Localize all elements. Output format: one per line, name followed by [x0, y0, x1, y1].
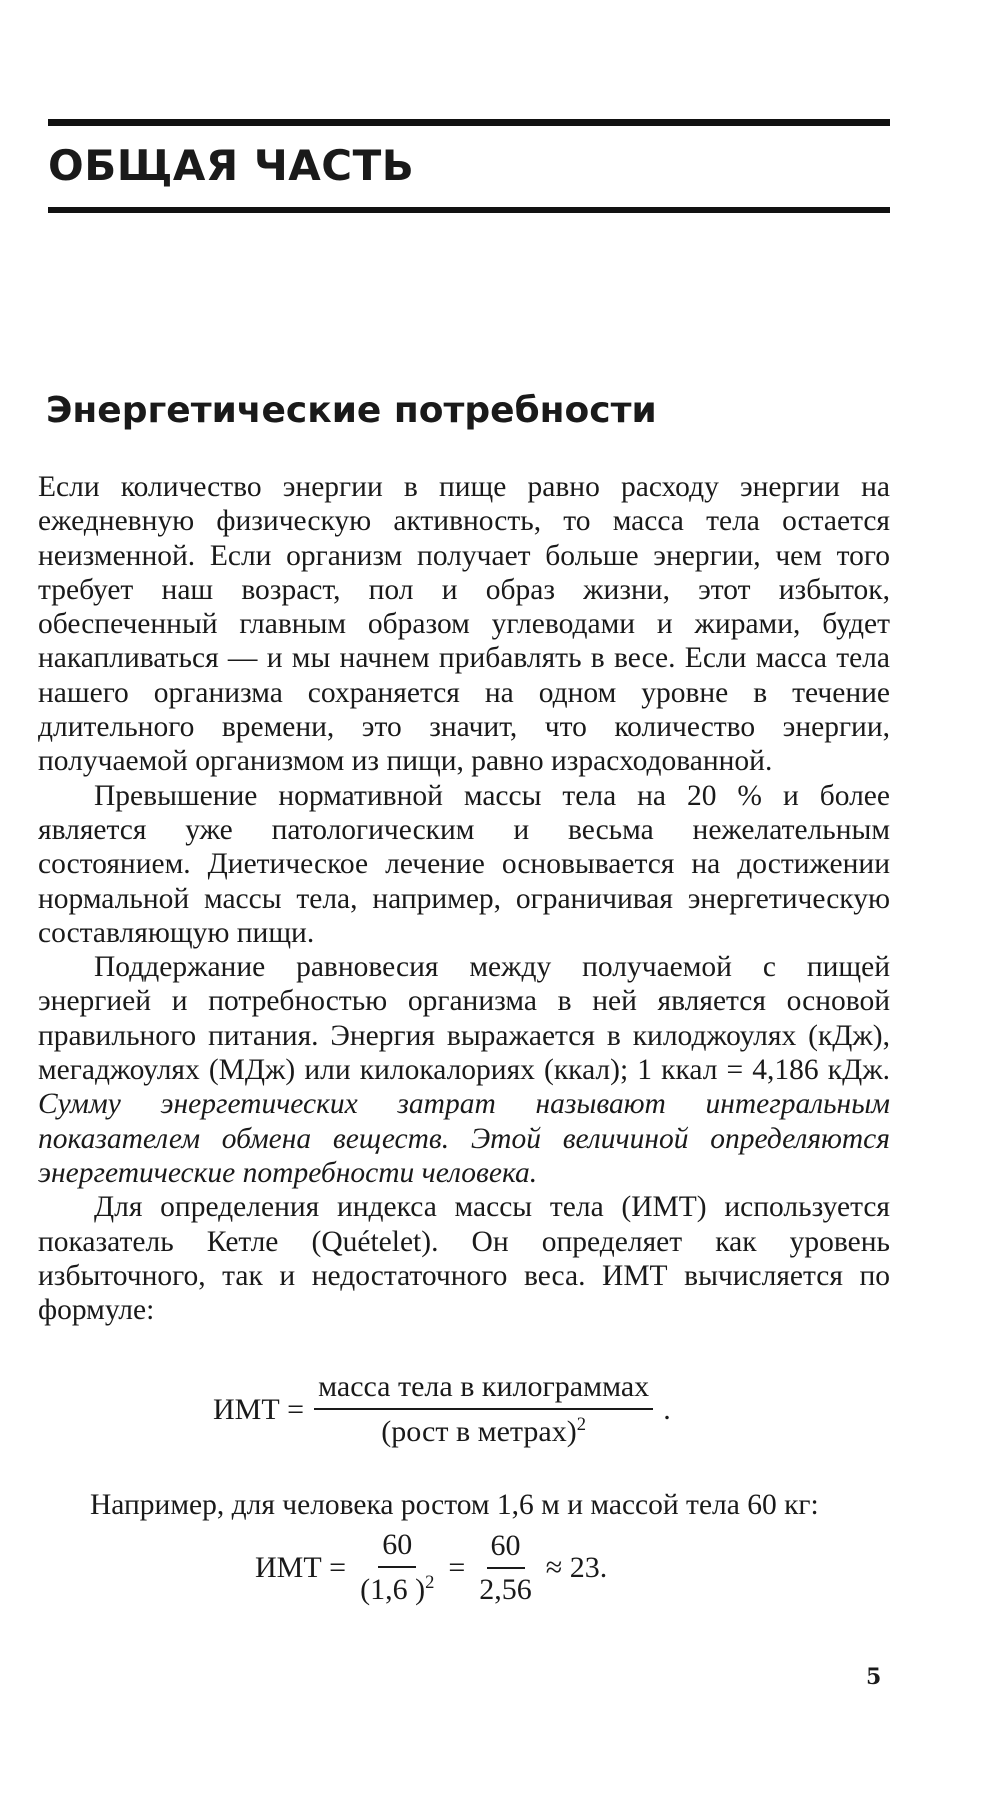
paragraph-3-italic: Сумму энергетических затрат называют интегральным показателем обмена веществ. Этой величиной определяются энергетические потребности человека. [38, 1088, 890, 1189]
example-fraction-1-numerator: 60 [378, 1528, 416, 1568]
formula-numerator: масса тела в килограммах [314, 1370, 653, 1410]
formula-lhs: ИМТ = [213, 1392, 305, 1426]
formula-denominator-exponent: 2 [576, 1414, 586, 1435]
paragraph-1: Если количество энергии в пище равно расходу энергии на ежедневную физическую активность, то масса тела остается неизменной. Если организм получает больше энергии, чем того требует наш возраст, пол и образ жизни, этот избыток, обеспеченный главным образом углеводами и жирами, будет накапливаться — и мы начнем прибавлять в весе. Если масса тела нашего организма сохраняется на одном уровне в течение длительного времени, это значит, что количество энергии, получаемой организмом из пищи, равно израсходованной. [38, 471, 890, 778]
example-fraction-1-denominator-text: (1,6 ) [360, 1573, 426, 1606]
body-text [38, 470, 890, 1327]
formula-denominator-text: (рост в метрах) [381, 1415, 577, 1448]
bmi-formula [213, 1370, 671, 1449]
formula-denominator [377, 1410, 590, 1449]
example-fraction-1-denominator [356, 1568, 438, 1607]
part-title: ОБЩАЯ ЧАСТЬ [48, 141, 415, 190]
example-fraction-1 [356, 1528, 438, 1607]
paragraph-4: Для определения индекса массы тела (ИМТ) используется показатель Кетле (Quételet). Он определяет как уровень избыточного, так и недостаточного веса. ИМТ вычисляется по формуле: [38, 1191, 890, 1327]
example-equals: = [448, 1550, 466, 1584]
example-result: ≈ 23. [545, 1550, 608, 1584]
section-title: Энергетические потребности [46, 390, 657, 431]
top-rule [48, 119, 890, 126]
example-fraction-2 [475, 1529, 536, 1607]
paragraph-3-regular: Поддержание равновесия между получаемой с пищей энергией и потребностью организма в ней является основой правильного питания. Энергия выражается в килоджоулях (кДж), мегаджоулях (МДж) или килокалориях (ккал); 1 ккал = 4,186 кДж. [38, 951, 890, 1087]
example-lhs: ИМТ = [255, 1550, 347, 1584]
example-fraction-2-numerator: 60 [487, 1529, 525, 1569]
paragraph-2: Превышение нормативной массы тела на 20 % и более является уже патологическим и весьма нежелательным состоянием. Диетическое лечение основывается на достижении нормальной массы тела, например, ограничивая энергетическую составляющую пищи. [38, 779, 890, 949]
bmi-example-formula [255, 1528, 607, 1607]
bottom-rule [48, 207, 890, 213]
example-line: Например, для человека ростом 1,6 м и массой тела 60 кг: [90, 1489, 819, 1521]
formula-fraction [314, 1370, 653, 1449]
page-number: 5 [866, 1664, 882, 1690]
formula-trailing-dot: . [663, 1392, 671, 1426]
example-fraction-2-denominator: 2,56 [479, 1572, 532, 1606]
example-fraction-1-exponent: 2 [425, 1572, 435, 1593]
paragraph-3 [38, 950, 890, 1190]
